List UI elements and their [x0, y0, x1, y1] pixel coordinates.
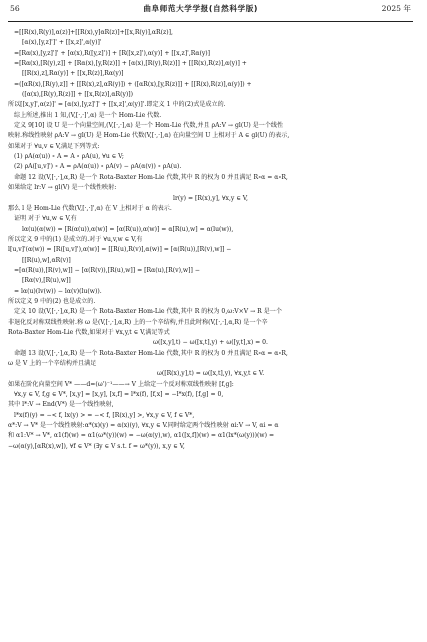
text-line: ([α(x),[R(y),R(z)]] + [[x,R(z)],αR(y)]): [22, 91, 134, 99]
page-number: 56: [10, 4, 20, 13]
text-line: −ω(α(y),[αR(x),w]), ∀f ∈ V* (∃y ∈ V s.t. f = ω*(y)), x,y ∈ V,: [8, 442, 185, 450]
text-line: 所以[[x,y]',α(z)]' = [α(x),[y,z]']' + [[x,z]',α(y)]'.即定义 1 中的(2)式是成立的.: [8, 101, 226, 109]
text-line: =[Rα(x),[y,z]']' + [α(x),R([y,z]')] + [R([x,z]'),α(y)] + [[x,z]',Rα(y)]: [14, 49, 211, 57]
text-line: ω([R(x),y],t) = ω([x,t],y), ∀x,y,t ∈ V.: [156, 370, 265, 378]
text-line: [Rα(v),[R(u),w]]: [22, 277, 71, 285]
text-line: α*:V → V* 是一个线性映射:α*(x)(y) = α(x)(y), ∀x,y ∈ V.同时给定两个线性映射 αi:V → V, αi = α: [8, 422, 279, 430]
publication-year: 2025 年: [381, 4, 411, 13]
text-line: 映射.称线性映射 ρA:V → gl(U) 是 Hom-Lie 代数(V,[·,·],α) 在向量空间 U 上相对于 A ∈ gl(U) 的表示,: [8, 132, 290, 140]
journal-page: [0, 3, 427, 642]
text-line: [α(x),[y,z]']' + [[x,z]',α(y)]': [22, 39, 102, 47]
text-line: 命题 13 设(V,[·,·],α,R) 是一个 Rota-Baxter Hom-Lie 代数,其中 R 的权为 0 并且满足 R∘α = α∘R,: [14, 349, 288, 357]
text-line: 那么 l 是 Hom-Lie 代数(V,[·,·]',α) 在 V 上相对于 α 的表示.: [8, 204, 172, 212]
text-line: 非退化反对称双线性映射.称 ω 是(V,[·,·],α,R) 上的一个辛结构,并且此时称(V,[·,·],α,R) 是一个辛: [8, 318, 268, 326]
text-line: =[Rα(x),[R(y),z]] + [Rα(x),[y,R(z)]] + [α(x),[R(y),R(z)]] + [[R(x),R(z)],α(y)] +: [14, 60, 247, 68]
text-line: 其中 l*:V → End(V*) 是一个线性映射,: [8, 401, 114, 409]
text-line: (1) ρA(α(u)) ∘ A = A ∘ ρA(u), ∀u ∈ V;: [14, 153, 124, 161]
text-line: 定义 9[10] 设 U 是一个向量空间,(V,[·,·],α) 是一个 Hom-Lie 代数,并且 ρA:V → gl(U) 是一个线性: [14, 122, 284, 130]
text-line: [[R(x),z],Rα(y)] + [[x,R(z)],Rα(y)]: [22, 70, 124, 78]
text-line: 证明 对于 ∀u,w ∈ V,有: [14, 215, 77, 223]
text-line: 所以定义 9 中的(1) 是成立的.对于 ∀u,v,w ∈ V,有: [8, 235, 143, 243]
text-line: lr(y) = [R(x),y], ∀x,y ∈ V,: [173, 194, 248, 202]
text-line: =([αR(x),[R(y),z]] + [[R(x),z],αR(y)]) + ([αR(x),[y,R(z)]] + [[R(x),R(z)],α(y)]) +: [14, 80, 252, 88]
text-line: lα(u)(α(w)) = [R(α(u)),α(w)] = [α(R(u)),α(w)] = α[R(u),w] = α(lu(w)),: [22, 225, 234, 233]
text-line: (2) ρA([u,v]') ∘ A = ρA(α(u)) ∘ ρA(v) − ρA(α(v)) ∘ ρA(u).: [14, 163, 182, 171]
text-line: 如果对于 ∀u,v ∈ V,满足下列等式:: [8, 142, 100, 150]
journal-title: 曲阜师范大学学报(自然科学版): [143, 4, 258, 13]
text-line: 综上所述,推出 1 知,(V,[·,·]',α) 是一个 Hom-Lie 代数.: [14, 111, 162, 119]
text-line: ∀x,y ∈ V, f,g ∈ V*, [x,y] = [x,y], [x,f] = l*x(f), [f,x] = −l*x(f), [f,g] = 0,: [14, 391, 224, 399]
text-line: ω([x,y],t) − ω([x,t],y) + ω([y,t],x) = 0.: [153, 339, 268, 347]
text-line: =[α(R(u)),[R(v),w]] − [α(R(v)),[R(u),w]] = [Rα(u),[R(v),w]] −: [14, 266, 200, 274]
text-line: l*x(f)(y) = −< f, lx(y) > = −< f, [R(x),y] >, ∀x,y ∈ V, f ∈ V*,: [14, 411, 195, 419]
text-line: 命题 12 设(V,[·,·],α,R) 是一个 Rota-Baxter Hom-Lie 代数,其中 R 的权为 0 并且满足 R∘α = α∘R,: [14, 173, 288, 181]
text-line: 和 α1:V* → V*, α1(f)(w) = α1(ω*(y))(w) = −ω(α(y),w), α1([x,f])(w) = α1(lx*(ω(y)))(w) =: [8, 432, 275, 440]
text-line: l[u,v]'(α(w)) = [R([u,v]'),α(w)] = [[R(u),R(v)],α(w)] = [α(R(u)),[R(v),w]] −: [8, 246, 232, 254]
text-line: = lα(u)(lv(w)) − lα(v)(lu(w)).: [14, 287, 102, 295]
text-line: =[[R(x),R(y)],α(z)]+[[R(x),y]αR(z)]+[[x,R(y)],αR(z)],: [14, 29, 173, 36]
text-line: 定义 10 设(V,[·,·],α,R) 是一个 Rota-Baxter Hom-Lie 代数,其中 R 的权为 0,ω:V×V → R 是一个: [14, 308, 282, 316]
text-line: [[R(u),w],αR(v)]: [22, 256, 71, 264]
text-line: 如果给定 lr:V → gl(V) 是一个线性映射:: [8, 184, 117, 192]
page-header: [8, 3, 413, 22]
article-body: [8, 28, 413, 452]
text-line: ω 是 V 上的一个辛结构并且满足: [8, 360, 97, 367]
text-line: 所以定义 9 中的(2) 也是成立的.: [8, 297, 96, 305]
text-line: 如果在阶化向量空间 V* ——d=(ω')⁻¹——→ V 上给定一个反对称双线性映射 [f,g]:: [8, 380, 234, 388]
text-line: Rota-Baxter Hom-Lie 代数,如果对于 ∀x,y,t ∈ V,满足等式: [8, 328, 170, 336]
